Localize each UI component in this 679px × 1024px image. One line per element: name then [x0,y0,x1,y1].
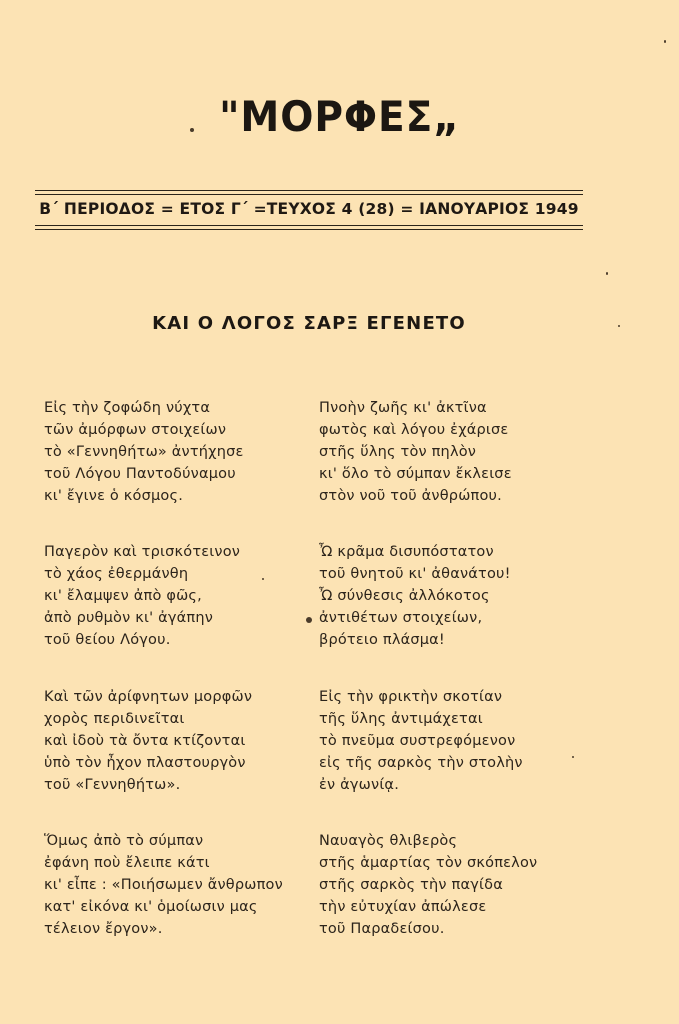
magazine-title: "ΜΟΡΦΕΣ„ [219,92,460,141]
verse-line: στῆς σαρκὸς τὴν παγίδα [319,877,503,893]
stanza-right-2 [319,541,511,651]
verse-line: Παγερὸν καὶ τρισκότεινον [44,544,241,560]
verse-line: τοῦ θείου Λόγου. [44,632,171,648]
paper-speck [664,40,666,43]
stanza-right-1 [319,397,512,507]
issue-line: Β΄ ΠΕΡΙΟΔΟΣ = ΕΤΟΣ Γ΄ =ΤΕΥΧΟΣ 4 (28) = ΙΑΝΟΥΑΡΙΟΣ 1949 [39,200,579,218]
verse-line: κι' ἔγινε ὁ κόσμος. [44,488,184,504]
verse-line: ἐν ἀγωνίᾳ. [319,777,400,793]
verse-line: φωτὸς καὶ λόγου ἐχάρισε [319,422,509,438]
verse-line: στῆς ὕλης τὸν πηλὸν [319,444,477,460]
verse-line: ἐφάνη ποὺ ἔλειπε κάτι [44,855,210,871]
paper-speck [190,128,194,132]
verse-line: τοῦ «Γεννηθήτω». [44,777,181,793]
verse-line: εἰς τῆς σαρκὸς τὴν στολὴν [319,755,523,771]
verse-line: κατ' εἰκόνα κι' ὁμοίωσιν μας [44,899,258,915]
verse-line: τέλειον ἔργον». [44,921,163,937]
paper-speck [262,578,264,580]
verse-line: κι' ἔλαμψεν ἀπὸ φῶς, [44,588,202,604]
verse-line: χορὸς περιδινεῖται [44,711,185,727]
verse-line: καὶ ἰδοὺ τὰ ὄντα κτίζονται [44,733,246,749]
verse-line: τὸ χάος ἐθερμάνθη [44,566,189,582]
verse-line: τοῦ Λόγου Παντοδύναμου [44,466,236,482]
verse-line: ὑπὸ τὸν ἦχον πλαστουργὸν [44,755,246,771]
verse-line: Πνοὴν ζωῆς κι' ἀκτῖνα [319,400,487,416]
stanza-right-4 [319,830,537,940]
verse-line: τὸ πνεῦμα συστρεφόμενον [319,733,516,749]
verse-line: τῶν ἀμόρφων στοιχείων [44,422,227,438]
header-rule-top-2 [35,194,583,195]
verse-line: τοῦ θνητοῦ κι' ἀθανάτου! [319,566,511,582]
stanza-left-2 [44,541,240,651]
poem-title: ΚΑΙ Ο ΛΟΓΟΣ ΣΑΡΞ ΕΓΕΝΕΤΟ [152,313,466,334]
verse-line: Ὦ κρᾶμα δισυπόστατον [319,544,494,560]
verse-line: τῆς ὕλης ἀντιμάχεται [319,711,483,727]
verse-line: Ὦ σύνθεσις ἀλλόκοτος [319,588,490,604]
paper-speck [572,756,574,758]
verse-line: ἀπὸ ρυθμὸν κι' ἀγάπην [44,610,214,626]
stanza-left-3 [44,686,252,796]
verse-line: τὴν εὐτυχίαν ἀπώλεσε [319,899,487,915]
verse-line: ἀντιθέτων στοιχείων, [319,610,483,626]
stanza-right-3 [319,686,523,796]
stanza-left-1 [44,397,244,507]
header-rule-bottom [35,225,583,226]
verse-line: Εἰς τὴν φρικτὴν σκοτίαν [319,689,503,705]
verse-line: κι' εἶπε : «Ποιήσωμεν ἄνθρωπον [44,877,283,893]
paper-speck [306,617,312,623]
verse-line: στὸν νοῦ τοῦ ἀνθρώπου. [319,488,502,504]
paper-speck [606,272,608,275]
verse-line: Ὅμως ἀπὸ τὸ σύμπαν [44,833,204,849]
header-rule-top [35,190,583,191]
verse-line: Καὶ τῶν ἀρίφνητων μορφῶν [44,689,253,705]
verse-line: Ναυαγὸς θλιβερὸς [319,833,458,849]
verse-line: βρότειο πλάσμα! [319,632,445,648]
verse-line: κι' ὅλο τὸ σύμπαν ἔκλεισε [319,466,512,482]
header-rule-bottom-2 [35,229,583,230]
verse-line: τὸ «Γεννηθήτω» ἀντήχησε [44,444,244,460]
paper-speck [618,325,620,327]
verse-line: τοῦ Παραδείσου. [319,921,445,937]
stanza-left-4 [44,830,283,940]
verse-line: Εἰς τὴν ζοφώδη νύχτα [44,400,211,416]
verse-line: στῆς ἁμαρτίας τὸν σκόπελον [319,855,538,871]
